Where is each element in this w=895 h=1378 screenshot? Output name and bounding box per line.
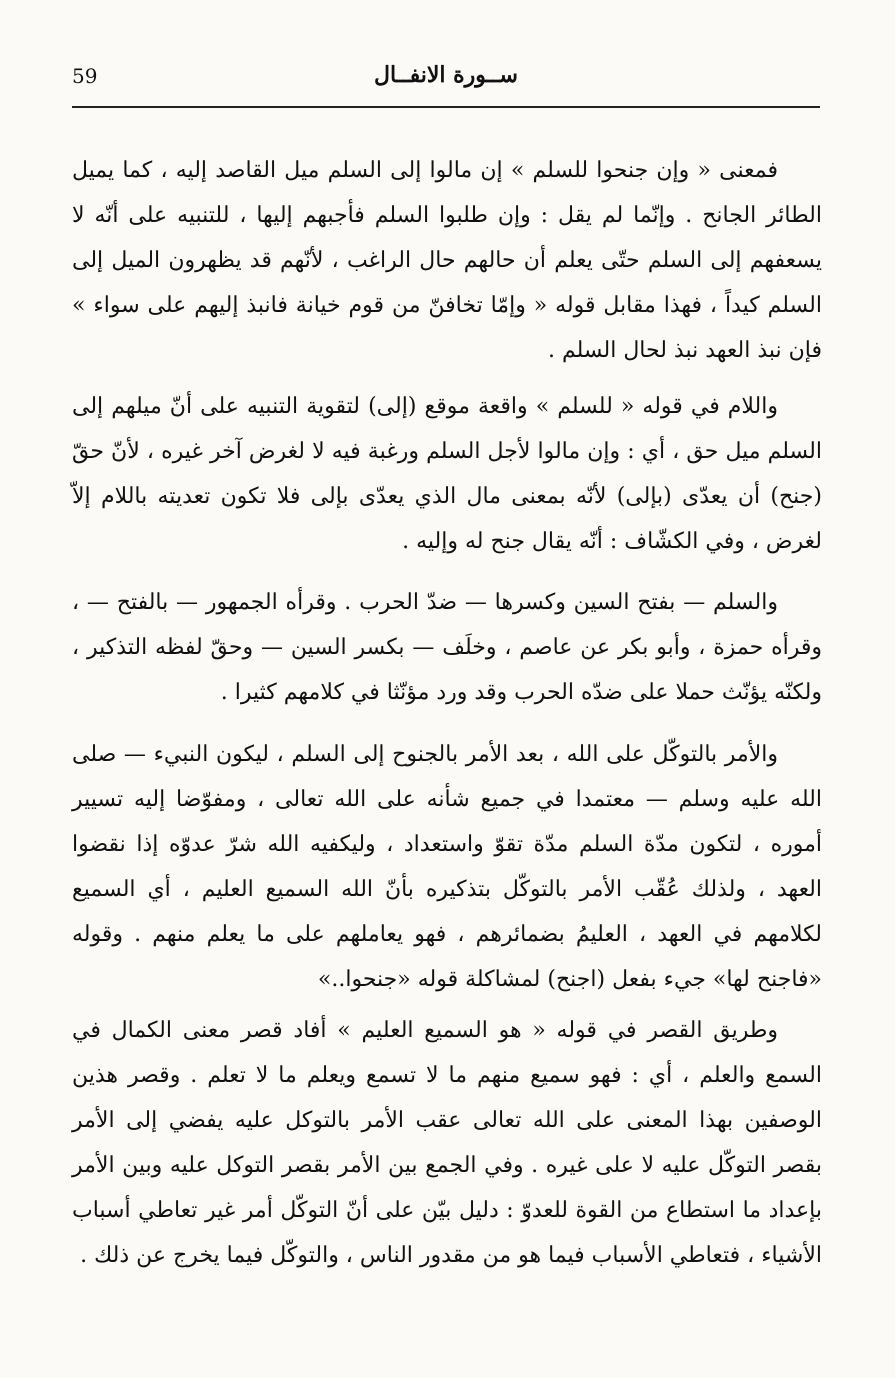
header-rule [72, 106, 820, 108]
paragraph: والسلم — بفتح السين وكسرها — ضدّ الحرب . وقرأه الجمهور — بالفتح — ، وقرأه حمزة ، وأبو بكر عن عاصم ، وخلَف — بكسر السين — وحقّ لفظه التذكير ، ولكنّه يؤنّث حملا على ضدّه الحرب وقد ورد مؤنّثا في كلامهم كثيرا . [72, 590, 822, 705]
paragraph: والأمر بالتوكّل على الله ، بعد الأمر بالجنوح إلى السلم ، ليكون النبيء — صلى الله عليه وسلم — معتمدا في جميع شأنه على الله تعالى ، ومفوّضا إليه تسيير أموره ، لتكون مدّة السلم مدّة تقوّ واستعداد ، وليكفيه الله شرّ عدوّه إذا نقضوا العهد ، ولذلك عُقّب الأمر بالتوكّل بتذكيره بأنّ الله السميع العليم ، أي السميع لكلامهم في العهد ، العليمُ بضمائرهم ، فهو يعاملهم على ما يعلم منهم . وقوله «فاجنح لها» جيء بفعل (اجنح) لمشاكلة قوله «جنحوا..» [72, 742, 822, 992]
paragraph: فمعنى « وإن جنحوا للسلم » إن مالوا إلى السلم ميل القاصد إليه ، كما يميل الطائر الجانح . وإنّما لم يقل : وإن طلبوا السلم فأجبهم إليها ، للتنبيه على أنّه لا يسعفهم إلى السلم حتّى يعلم أن حالهم حال الراغب ، لأنّهم قد يظهرون الميل إلى السلم كيداً ، فهذا مقابل قوله « وإمّا تخافنّ من قوم خيانة فانبذ إليهم على سواء » فإن نبذ العهد نبذ لحال السلم . [72, 158, 822, 363]
page-header [72, 62, 820, 102]
page-number: 59 [72, 64, 98, 88]
running-head: ســورة الانفــال [374, 62, 518, 88]
paragraph: واللام في قوله « للسلم » واقعة موقع (إلى) لتقوية التنبيه على أنّ ميلهم إلى السلم ميل حق ، أي : وإن مالوا لأجل السلم ورغبة فيه لا لغرض آخر غيره ، لأنّ حقّ (جنح) أن يعدّى (بإلى) لأنّه بمعنى مال الذي يعدّى بإلى فلا تكون تعديته باللام إلاّ لغرض ، وفي الكشّاف : أنّه يقال جنح له وإليه . [72, 394, 822, 554]
paragraph: وطريق القصر في قوله « هو السميع العليم » أفاد قصر معنى الكمال في السمع والعلم ، أي : فهو سميع منهم ما لا تسمع ويعلم ما لا تعلم . وقصر هذين الوصفين بهذا المعنى على الله تعالى عقب الأمر بالتوكل عليه يفضي إلى الأمر بقصر التوكّل عليه لا على غيره . وفي الجمع بين الأمر بقصر التوكل عليه وبين الأمر بإعداد ما استطاع من القوة للعدوّ : دليل بيّن على أنّ التوكّل أمر غير تعاطي أسباب الأشياء ، فتعاطي الأسباب فيما هو من مقدور الناس ، والتوكّل فيما يخرج عن ذلك . [72, 1018, 822, 1268]
